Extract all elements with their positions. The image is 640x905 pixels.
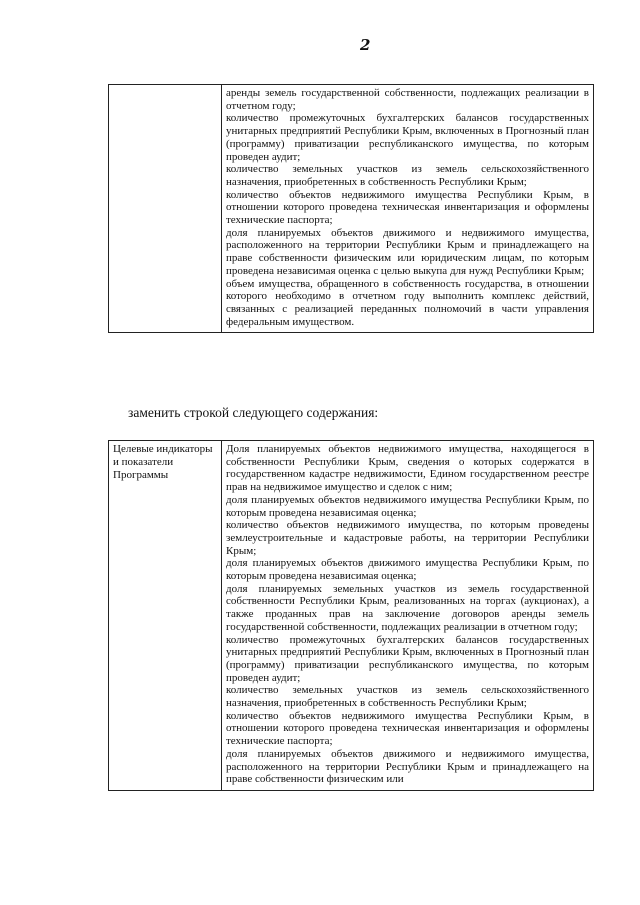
paragraph: доля планируемых объектов движимого и недвижимого имущества, расположенного на территории Республики Крым и принадлежащего на праве собственности физическим или юридическим лицам, по которым проведена независимая оценка с целью выкупа для нужд Республики Крым;: [226, 226, 589, 277]
paragraph: количество земельных участков из земель сельскохозяйственного назначения, приобретенных в собственность Республики Крым;: [226, 684, 589, 710]
bottom-left-label: Целевые индикаторы и показатели Программы: [113, 443, 213, 481]
paragraph: количество объектов недвижимого имущества Республики Крым, в отношении которого проведена техническая инвентаризация и оформлены технические паспорта;: [226, 188, 589, 227]
paragraph: количество объектов недвижимого имущества Республики Крым, в отношении которого проведена техническая инвентаризация и оформлены технические паспорта;: [226, 709, 589, 748]
paragraph: доля планируемых земельных участков из земель государственной собственности Республики Крым, реализованных на торгах (аукционах), а также проданных прав на заключение договоров аренды земель государственной собственности, подлежащих реализации в отчетном году;: [226, 582, 589, 633]
instruction-text: заменить строкой следующего содержания:: [128, 405, 379, 420]
paragraph: количество промежуточных бухгалтерских балансов государственных унитарных предприятий Республики Крым, включенных в Прогнозный план (программу) приватизации республиканского имущества, по которым проведен аудит;: [226, 633, 589, 684]
paragraph: объем имущества, обращенного в собственность государства, в отношении которого необходимо в отчетном году выполнить комплекс действий, связанных с реализацией переданных полномочий в части управления федеральным имуществом.: [226, 277, 589, 328]
paragraph: количество объектов недвижимого имущества, по которым проведены землеустроительные и кадастровые работы, на территории Республики Крым;: [226, 519, 589, 557]
bottom-table-left-cell: [109, 441, 222, 791]
page-number: 2: [360, 36, 371, 54]
table-row: [109, 441, 594, 791]
top-table-left-cell: [109, 85, 222, 333]
table-row: [109, 85, 594, 333]
paragraph: доля планируемых объектов движимого и недвижимого имущества, расположенного на территории Республики Крым и принадлежащего на праве собственности физическим или: [226, 747, 589, 786]
paragraph: количество земельных участков из земель сельскохозяйственного назначения, приобретенных в собственность Республики Крым;: [226, 163, 589, 188]
paragraph: аренды земель государственной собственности, подлежащих реализации в отчетном году;: [226, 87, 589, 112]
top-table: [108, 84, 594, 333]
paragraph: доля планируемых объектов движимого имущества Республики Крым, по которым проведена независимая оценка;: [226, 557, 589, 583]
bottom-table-right-cell: [222, 441, 594, 791]
paragraph: доля планируемых объектов недвижимого имущества Республики Крым, по которым проведена независимая оценка;: [226, 493, 589, 519]
top-table-right-cell: [222, 85, 594, 333]
bottom-table: [108, 440, 594, 791]
paragraph: количество промежуточных бухгалтерских балансов государственных унитарных предприятий Республики Крым, включенных в Прогнозный план (программу) приватизации республиканского имущества, по которым проведен аудит;: [226, 112, 589, 163]
paragraph: Доля планируемых объектов недвижимого имущества, находящегося в собственности Республики Крым, сведения о которых содержатся в государственном кадастре недвижимости, Едином государственном реестре прав на недвижимое имущество и сделок с ним;: [226, 443, 589, 494]
